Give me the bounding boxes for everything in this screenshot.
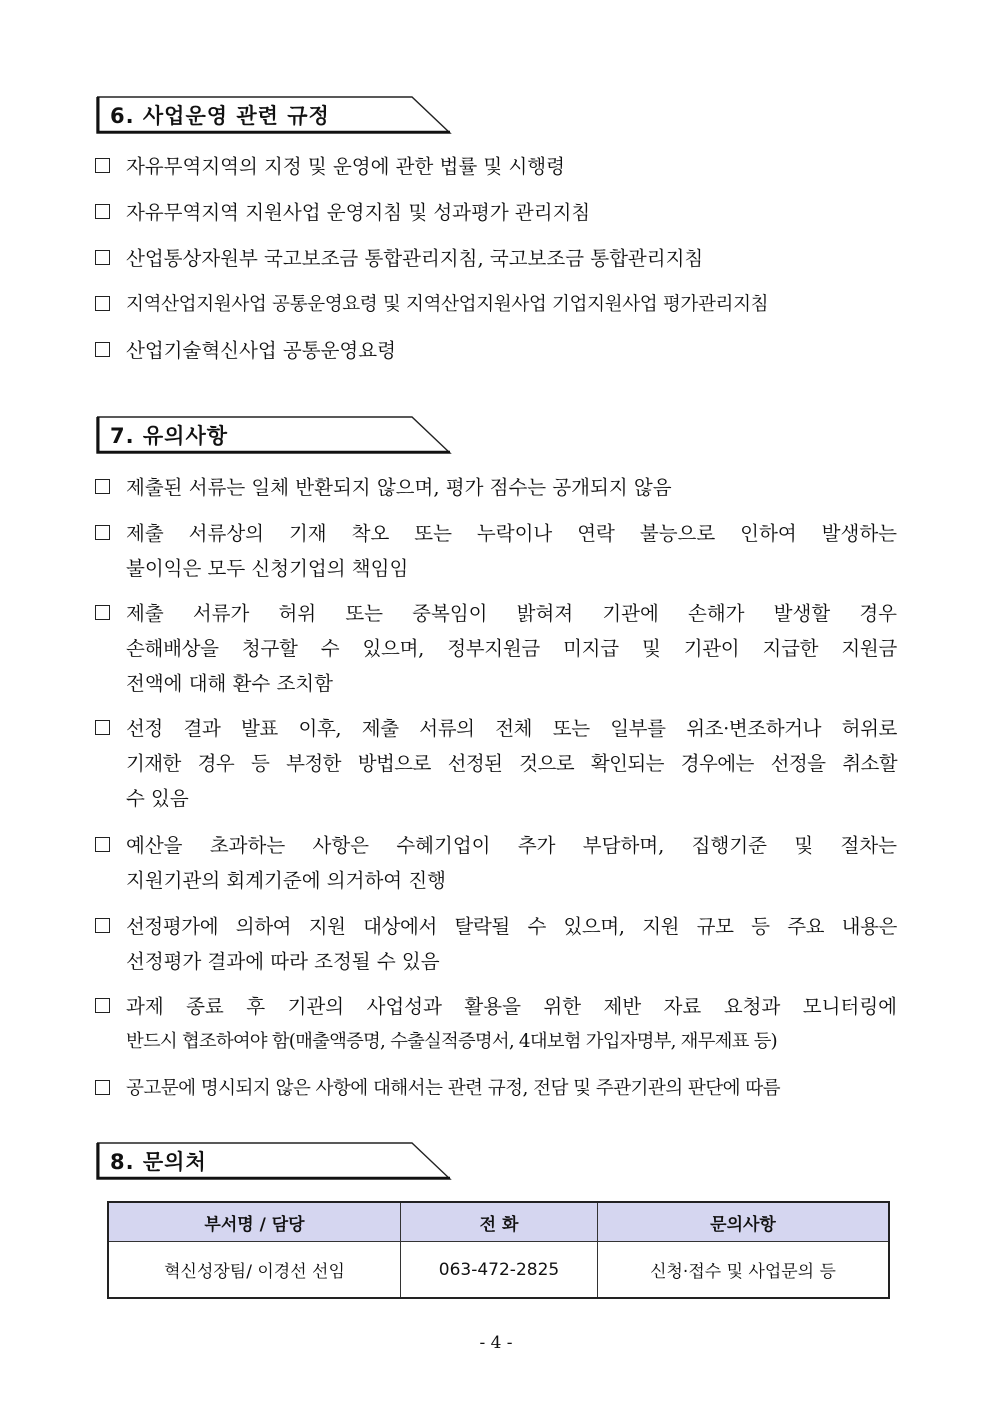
list-item [95,333,897,368]
contact-table [107,1201,890,1299]
section-8-header [96,1142,452,1180]
list-item-text: 산업통상자원부 국고보조금 통합관리지침, 국고보조금 통합관리지침 [126,247,704,270]
section-7-header [96,416,452,454]
list-item-line: 반드시 협조하여야 함(매출액증명, 수출실적증명서, 4대보험 가입자명부, 재무제표 등) [126,1031,777,1052]
checkbox-icon [95,918,110,933]
list-item-line: 제출 서류가 허위 또는 중복임이 밝혀져 기관에 손해가 발생할 경우 [126,602,897,625]
table-header-row [108,1202,889,1242]
list-item-line: 선정 결과 발표 이후, 제출 서류의 전체 또는 일부를 위조·변조하거나 허위로 [126,717,897,740]
checkbox-icon [95,158,110,173]
list-item [95,470,897,505]
list-item-text: 자유무역지역의 지정 및 운영에 관한 법률 및 시행령 [126,155,565,178]
column-header-inquiry: 문의사항 [598,1202,890,1242]
list-item [95,711,897,816]
list-item-line: 예산을 초과하는 사항은 수혜기업이 추가 부담하며, 집행기준 및 절차는 [126,834,897,857]
list-item-line: 선정평가에 의하여 지원 대상에서 탈락될 수 있으며, 지원 규모 등 주요 내용은 [126,915,897,938]
list-item-text: 지역산업지원사업 공통운영요령 및 지역산업지원사업 기업지원사업 평가관리지침 [126,294,769,315]
list-item [95,909,897,979]
list-item [95,1071,897,1106]
checkbox-icon [95,1080,110,1095]
column-header-department: 부서명 / 담당 [108,1202,401,1242]
list-item [95,195,897,230]
checkbox-icon [95,479,110,494]
cell-phone: 063-472-2825 [401,1242,598,1299]
list-item-text: 공고문에 명시되지 않은 사항에 대해서는 관련 규정, 전담 및 주관기관의 판단에 따름 [126,1078,781,1099]
table-row [108,1242,889,1299]
list-item [95,241,897,276]
cell-inquiry: 신청·접수 및 사업문의 등 [598,1242,890,1299]
checkbox-icon [95,342,110,357]
list-item [95,287,897,322]
section-6-title: 6. 사업운영 관련 규정 [110,104,330,128]
checkbox-icon [95,720,110,735]
cell-department: 혁신성장팀/ 이경선 선임 [108,1242,401,1299]
list-item-line: 수 있음 [126,787,189,810]
list-item [95,149,897,184]
list-item-line: 지원기관의 회계기준에 의거하여 진행 [126,869,446,892]
checkbox-icon [95,998,110,1013]
list-item-line: 기재한 경우 등 부정한 방법으로 선정된 것으로 확인되는 경우에는 선정을 취소할 [126,752,897,775]
list-item-text: 제출된 서류는 일체 반환되지 않으며, 평가 점수는 공개되지 않음 [126,476,672,499]
list-item-line: 과제 종료 후 기관의 사업성과 활용을 위한 제반 자료 요청과 모니터링에 [126,995,897,1018]
section-6-header [96,96,452,134]
checkbox-icon [95,204,110,219]
checkbox-icon [95,296,110,311]
list-item-line: 불이익은 모두 신청기업의 책임임 [126,557,409,580]
checkbox-icon [95,525,110,540]
list-item-line: 손해배상을 청구할 수 있으며, 정부지원금 미지급 및 기관이 지급한 지원금 [126,637,897,660]
checkbox-icon [95,605,110,620]
list-item-line: 제출 서류상의 기재 착오 또는 누락이나 연락 불능으로 인하여 발생하는 [126,522,897,545]
list-item-line: 전액에 대해 환수 조치함 [126,672,333,695]
list-item [95,828,897,898]
list-item [95,989,897,1059]
list-item-text: 자유무역지역 지원사업 운영지침 및 성과평가 관리지침 [126,201,591,224]
checkbox-icon [95,837,110,852]
list-item-text: 산업기술혁신사업 공통운영요령 [126,339,396,362]
section-8-title: 8. 문의처 [110,1150,207,1174]
column-header-phone: 전 화 [401,1202,598,1242]
section-7-title: 7. 유의사항 [110,424,229,448]
list-item-line: 선정평가 결과에 따라 조정될 수 있음 [126,950,440,973]
page-number: - 4 - [479,1333,513,1353]
checkbox-icon [95,250,110,265]
list-item [95,596,897,701]
list-item [95,516,897,586]
